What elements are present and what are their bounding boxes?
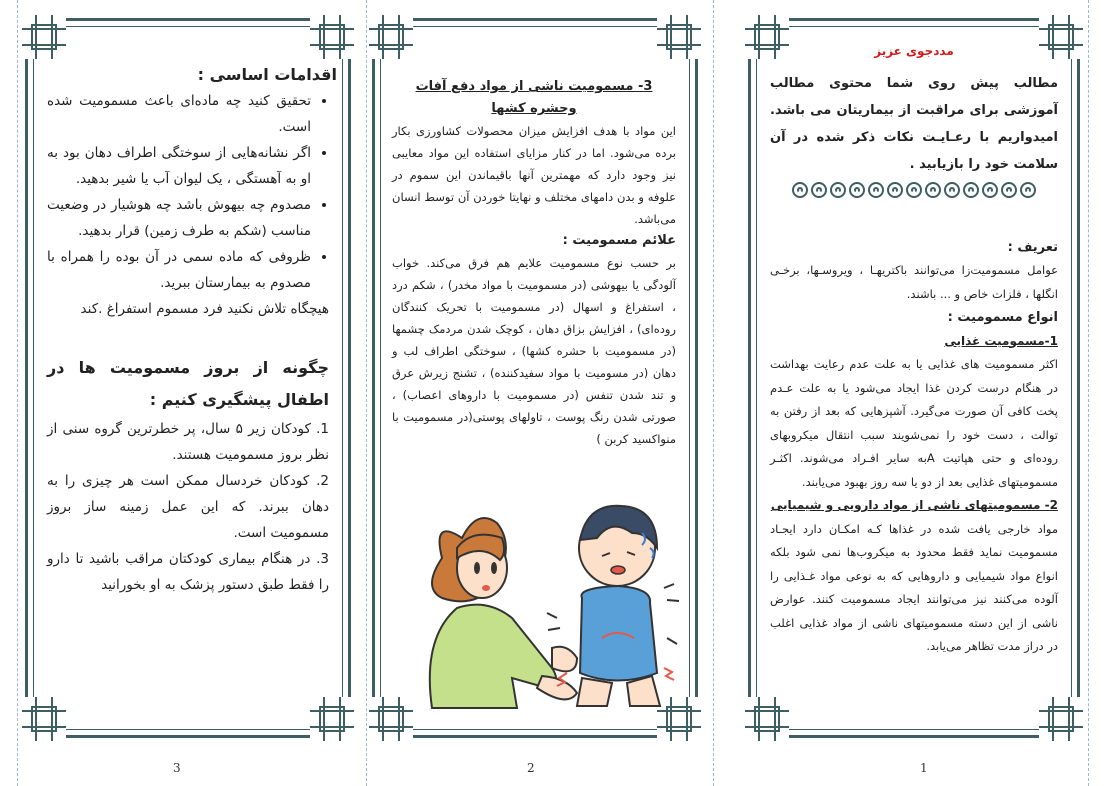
mother-child-image [402, 478, 680, 710]
definition-text: عوامل مسمومیت‌زا می‌توانند باکتریهـا ، ویروسـها، برخـی انگلها ، فلزات خاص و ... باشند. [770, 263, 1058, 301]
pest-title: 3- مسمومیت ناشی از مواد دفع آفات وحشره کشها [415, 79, 653, 116]
symptoms-title: علائم مسمومیت : [562, 233, 676, 248]
page-number: 3 [173, 761, 181, 775]
symptoms-text: بر حسب نوع مسمومیت علایم هم فرق می‌کند. خواب آلودگی یا بیهوشی (در مسمومیت با مواد مخدر) ، شکم درد ، استفراغ و اسهال (در مسمومیت با تحریک کنندگان روده‌ای) ، افزایش بزاق دهان ، کوچک شدن مردمک چشمها (در مسمومیت با حشره کشها) ، سوختگی اطراف لب و دهان (در مسومیت با مواد سفیدکننده) ، تشنج زیرش عرق و تند شدن تنفس (در مسمومیت با داروهای اعصاب) ، صورتی شدن رنگ پوست ، تاولهای پوستی(در مسمومیت با منواکسید کربن ) [392, 256, 676, 446]
actions-list [47, 88, 329, 296]
page-number: 2 [527, 761, 535, 775]
drug-poisoning-title: 2- مسمومیتهای ناشی از مواد دارویی و شیمیایی [770, 498, 1058, 512]
intro-text: مطالب پیش روی شما محتوی مطالب آموزشی برای مراقبت از بیماریتان می باشد. امیدواریم با رعـایـت نکات ذکر شده در آن سلامت خود را بازیابید . [770, 75, 1058, 172]
drug-poisoning-text: مواد خارجی یافت شده در غذاها کـه امکـان دارد ایجـاد مسمومیت نماید فقط محدود به میکروب‌ها نمی شود بلکه انواع مواد شیمیایی و داروهایی که به نوعی مواد غـذایی را آلوده می‌کنند نیز می‌توانند ایجاد مسمومیت کنند. عوارض ناشی از این دسته مسمومیتهای ناشی از مواد غذایی اغلب در دراز مدت تظاهر می‌یابد. [770, 521, 1058, 653]
corner-ornament [369, 15, 413, 59]
food-poisoning-text: اکثر مسمومیت های غذایی یا به علت عدم رعایت بهداشت در هنگام درست کردن غذا ایجاد می‌شود یا به علت عـدم پخت کافی آن صورت می‌گیرد. آشپزهایی که بعد از رفتن به توالت ، دست خود را نمی‌شویند سبب انتقال میکروبهای روده‌ای و حتی هپاتیت Aبه سایر افـراد می‌شوند. اکثـر مسمومیتهای غذایی بعد از دو یا سه روز بهبود می‌یابند. [770, 357, 1059, 489]
panel-page-3 [25, 18, 351, 738]
food-poisoning-title: 1-مسمومیت غذایی [944, 333, 1058, 348]
list-item: • اگر نشانه‌هایی از سوختگی اطراف دهان بود به او به آهستگی ، یک لیوان آب یا شیر بدهید. [47, 140, 311, 192]
pest-text: این مواد با هدف افزایش میزان محصولات کشاورزی بکار برده می‌شود. اما در کنار مزایای استفاده این مواد معایبی نیز وجود دارد که مهمترین آنها باقیماندن این سموم در علوفه و بدن دامهای مختلف و نهایتا خوردن آن توسط انسان می‌باشد. [392, 124, 676, 226]
page-number: 1 [920, 761, 928, 775]
warning-text: هیچگاه تلاش نکنید فرد مسموم استفراغ .کند [80, 301, 329, 317]
fold-line [366, 0, 367, 786]
panel-page-1 [748, 18, 1080, 738]
fold-line [17, 0, 18, 786]
corner-ornament [22, 697, 66, 741]
prevent-title: چگونه از بروز مسمومیت ها در اطفال پیشگیری کنیم : [47, 358, 329, 409]
definition-title: تعریف : [1007, 239, 1058, 255]
actions-title: اقدامات اساسی : [197, 65, 337, 84]
list-item: 1. کودکان زیر ۵ سال، پر خطرترین گروه سنی از نظر بروز مسمومیت هستند. [47, 421, 329, 463]
list-item: • ظروفی که ماده سمی در آن بوده را همراه با مصدوم به بیمارستان ببرید. [47, 244, 311, 296]
divider-ornament [770, 182, 1058, 198]
panel-page-2 [372, 18, 698, 738]
list-item: • تحقیق کنید چه ماده‌ای باعث مسمومیت شده است. [47, 88, 311, 140]
types-title: انواع مسمومیت : [947, 310, 1058, 325]
list-item: 2. کودکان خردسال ممکن است هر چیزی را به دهان ببرند. که این عمل زمینه ساز بروز مسمومیت است. [47, 473, 329, 541]
corner-ornament [310, 15, 354, 59]
fold-line [713, 0, 714, 786]
corner-ornament [22, 15, 66, 59]
corner-ornament [745, 697, 789, 741]
greeting-title: مددجوی عزیز [874, 44, 954, 58]
list-item: • مصدوم چه بیهوش باشد چه هوشیار در وضعیت مناسب (شکم به طرف زمین) قرار بدهید. [47, 192, 311, 244]
corner-ornament [1039, 697, 1083, 741]
list-item: 3. در هنگام بیماری کودکتان مراقب باشید تا دارو را فقط طبق دستور پزشک به او بخورانید [47, 551, 329, 593]
corner-ornament [657, 15, 701, 59]
fold-line [1088, 0, 1089, 786]
corner-ornament [310, 697, 354, 741]
